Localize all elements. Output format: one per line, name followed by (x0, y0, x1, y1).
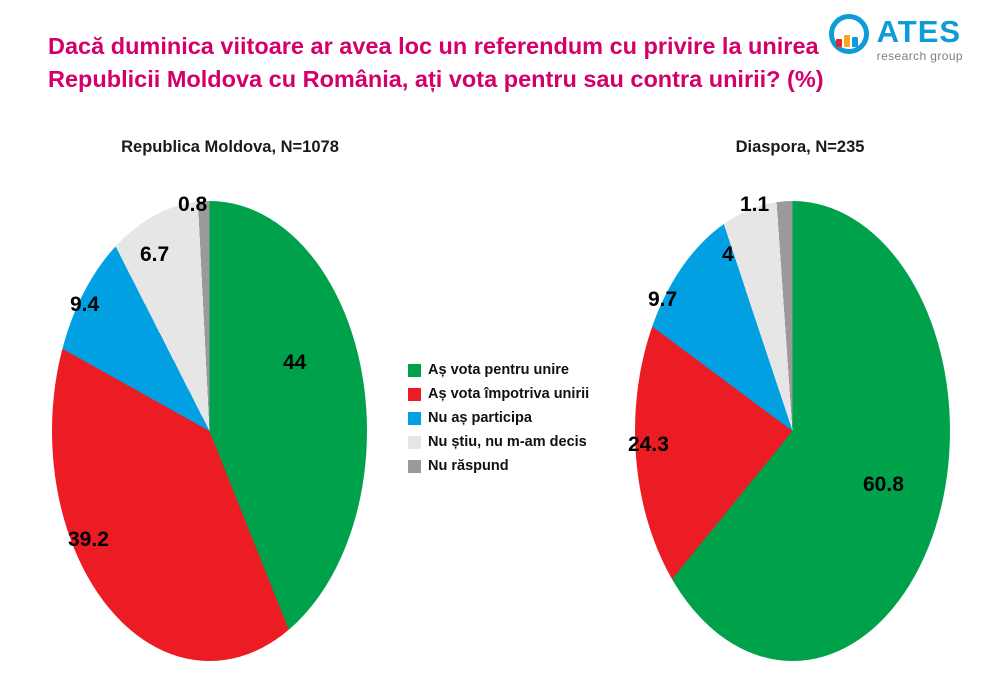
ates-logo (829, 14, 963, 62)
legend-swatch-nuparticipa (408, 412, 421, 425)
pie-area-diaspora (600, 163, 981, 663)
legend-label-nuparticipa: Nu aș participa (428, 410, 532, 426)
pie-graphic-moldova (52, 201, 367, 661)
legend-swatch-pentru (408, 364, 421, 377)
legend-label-nustiu: Nu știu, nu m-am decis (428, 434, 587, 450)
slice-label-nustiu-diaspora: 4 (722, 243, 734, 266)
slice-label-nuparticipa-moldova: 9.4 (70, 293, 100, 316)
pie-chart-moldova (30, 138, 430, 663)
legend-swatch-nustiu (408, 436, 421, 449)
pie-graphic-diaspora (635, 201, 950, 661)
slice-label-impotriva-diaspora: 24.3 (628, 433, 669, 456)
pie-chart-diaspora (600, 138, 981, 663)
legend-label-impotriva: Aș vota împotriva unirii (428, 386, 590, 402)
page-title: Dacă duminica viitoare ar avea loc un referendum cu privire la unirea Republicii Moldova cu România, ați vota pentru sau contra unirii? (%) (48, 33, 824, 93)
slice-label-nuraspund-moldova: 0.8 (178, 193, 208, 216)
logo-name: ATES (876, 14, 962, 49)
logo-tagline: research group (876, 49, 963, 63)
legend-item (408, 362, 598, 378)
logo-text (877, 14, 963, 62)
slice-label-nustiu-moldova: 6.7 (140, 243, 170, 266)
legend-item (408, 386, 598, 402)
legend-label-nuraspund: Nu răspund (428, 458, 509, 474)
slice-label-impotriva-moldova: 39.2 (68, 528, 109, 551)
legend-item (408, 458, 598, 474)
legend-swatch-nuraspund (408, 460, 421, 473)
legend-item (408, 410, 598, 426)
slice-label-nuparticipa-diaspora: 9.7 (648, 288, 678, 311)
slice-label-pentru-diaspora: 60.8 (863, 473, 904, 496)
legend (408, 362, 598, 482)
chart-title-moldova: Republica Moldova, N=1078 (121, 138, 339, 156)
legend-swatch-impotriva (408, 388, 421, 401)
pie-area-moldova (30, 163, 430, 663)
slice-label-nuraspund-diaspora: 1.1 (740, 193, 770, 216)
chart-title-diaspora: Diaspora, N=235 (735, 138, 865, 156)
slice-label-pentru-moldova: 44 (283, 351, 307, 374)
legend-label-pentru: Aș vota pentru unire (428, 362, 569, 378)
legend-item (408, 434, 598, 450)
